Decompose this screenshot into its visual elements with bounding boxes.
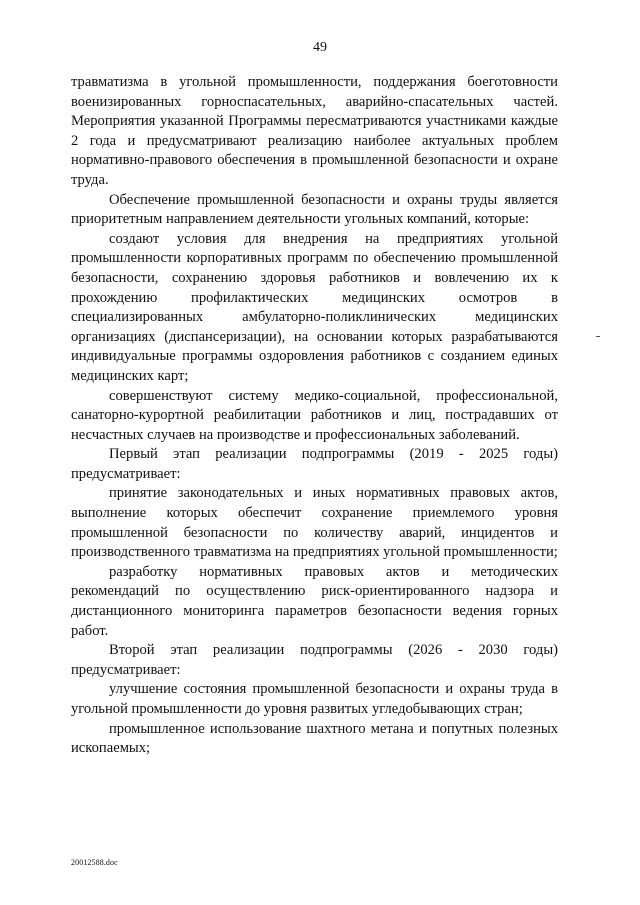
- paragraph: разработку нормативных правовых актов и методических рекомендаций по осуществлению риск-ориентированного надзора и дистанционного мониторинга параметров безопасности ведения горных работ.: [71, 563, 558, 639]
- paragraph: принятие законодательных и иных нормативных правовых актов, выполнение которых обеспечит сохранение приемлемого уровня промышленной безопасности по количеству аварий, инцидентов и производственного травматизма на предприятиях угольной промышленности;: [71, 485, 558, 561]
- file-name-footer: 20012588.doc: [71, 858, 118, 867]
- paragraph: Обеспечение промышленной безопасности и охраны труды является приоритетным направлением деятельности угольных компаний, которые:: [71, 191, 558, 228]
- paragraph: Первый этап реализации подпрограммы (2019 - 2025 годы) предусматривает:: [71, 446, 558, 482]
- paragraph: травматизма в угольной промышленности, поддержания боеготовности военизированных горноспасательных, аварийно-спасательных частей. Мероприятия указанной Программы пересматриваются участниками каждые 2 года и предусматривают реализацию наиболее актуальных проблем нормативно-правового обеспечения в промышленной безопасности и охране труда.: [71, 74, 558, 188]
- paragraph: совершенствуют систему медико-социальной, профессиональной, санаторно-курортной реабилитации работников и лиц, пострадавших от несчастных случаев на производстве и профессиональных заболеваний.: [71, 387, 558, 443]
- body-text: [71, 73, 558, 759]
- margin-mark: [596, 336, 600, 337]
- page-number: 49: [313, 40, 327, 55]
- paragraph: промышленное использование шахтного метана и попутных полезных ископаемых;: [71, 720, 558, 757]
- paragraph: Второй этап реализации подпрограммы (2026 - 2030 годы) предусматривает:: [71, 642, 558, 678]
- paragraph: улучшение состояния промышленной безопасности и охраны труда в угольной промышленности до уровня развитых угледобывающих стран;: [71, 681, 558, 717]
- paragraph: создают условия для внедрения на предприятиях угольной промышленности корпоративных программ по обеспечению промышленной безопасности, сохранению здоровья работников и вовлечению их к прохождению профилактических медицинских осмотров в специализированных амбулаторно-поликлинических медицинских организациях (диспансеризации), на основании которых разрабатываются индивидуальные программы оздоровления работников с созданием единых медицинских карт;: [71, 230, 558, 384]
